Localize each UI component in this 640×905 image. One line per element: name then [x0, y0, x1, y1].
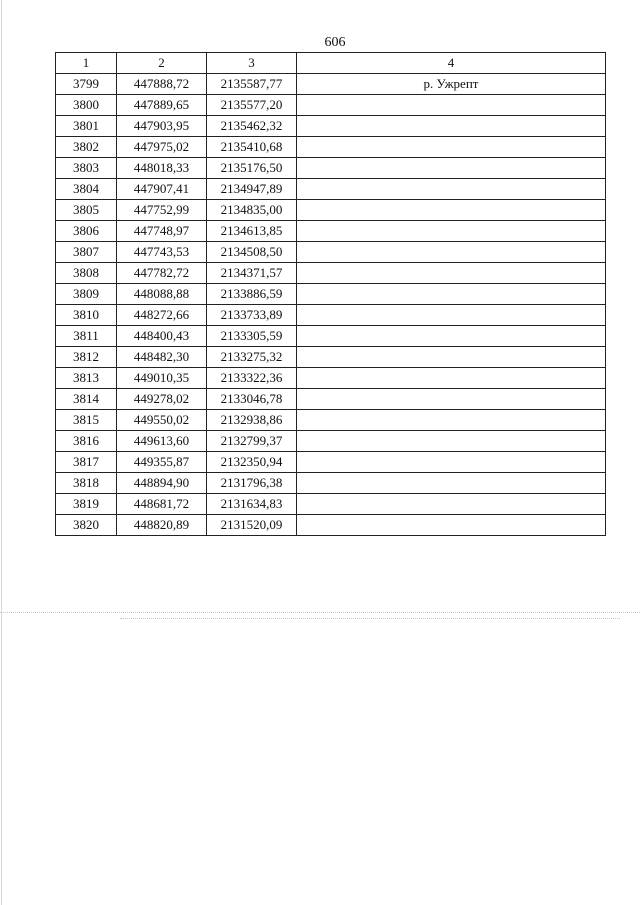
table-cell: 2131520,09 — [207, 515, 297, 536]
table-row — [56, 368, 606, 389]
table-row — [56, 326, 606, 347]
table-cell: 448681,72 — [117, 494, 207, 515]
table-cell: 2134835,00 — [207, 200, 297, 221]
table-cell: 447907,41 — [117, 179, 207, 200]
table-cell: 447752,99 — [117, 200, 207, 221]
table-cell: 2133733,89 — [207, 305, 297, 326]
table-cell — [297, 452, 606, 473]
table-cell: р. Ужрепт — [297, 74, 606, 95]
scan-edge — [1, 0, 2, 905]
table-cell: 447903,95 — [117, 116, 207, 137]
table-cell — [297, 326, 606, 347]
table-cell — [297, 473, 606, 494]
table-cell: 2132938,86 — [207, 410, 297, 431]
table-cell: 448088,88 — [117, 284, 207, 305]
table-cell — [297, 200, 606, 221]
table-cell: 447782,72 — [117, 263, 207, 284]
table-cell: 3813 — [56, 368, 117, 389]
table-row — [56, 494, 606, 515]
table-cell: 2133886,59 — [207, 284, 297, 305]
table-row — [56, 263, 606, 284]
table-row — [56, 284, 606, 305]
table-cell: 3820 — [56, 515, 117, 536]
table-cell: 2135176,50 — [207, 158, 297, 179]
table-row — [56, 74, 606, 95]
table-cell: 3802 — [56, 137, 117, 158]
column-header: 1 — [56, 53, 117, 74]
table-cell: 2135462,32 — [207, 116, 297, 137]
scan-artifact — [0, 612, 640, 614]
scan-artifact — [120, 618, 620, 620]
table-row — [56, 116, 606, 137]
table-row — [56, 410, 606, 431]
table-cell: 2134613,85 — [207, 221, 297, 242]
table-cell: 449355,87 — [117, 452, 207, 473]
table-cell: 2135410,68 — [207, 137, 297, 158]
table-cell: 3819 — [56, 494, 117, 515]
table-cell — [297, 431, 606, 452]
table-cell: 3812 — [56, 347, 117, 368]
table-cell — [297, 116, 606, 137]
table-header-row — [56, 53, 606, 74]
table-row — [56, 221, 606, 242]
table-row — [56, 137, 606, 158]
table-cell: 448894,90 — [117, 473, 207, 494]
table-cell: 3816 — [56, 431, 117, 452]
table-cell: 2133322,36 — [207, 368, 297, 389]
table-cell: 2133305,59 — [207, 326, 297, 347]
table-cell: 2132799,37 — [207, 431, 297, 452]
table-cell — [297, 494, 606, 515]
table-cell: 2132350,94 — [207, 452, 297, 473]
table-cell: 3817 — [56, 452, 117, 473]
table-cell: 448400,43 — [117, 326, 207, 347]
table-cell: 447743,53 — [117, 242, 207, 263]
table-row — [56, 305, 606, 326]
table-cell: 449010,35 — [117, 368, 207, 389]
table-cell — [297, 368, 606, 389]
table-cell — [297, 95, 606, 116]
table-cell — [297, 515, 606, 536]
table-cell: 3807 — [56, 242, 117, 263]
table-cell: 2131796,38 — [207, 473, 297, 494]
table-cell: 2133275,32 — [207, 347, 297, 368]
table-cell: 3810 — [56, 305, 117, 326]
table-cell: 448272,66 — [117, 305, 207, 326]
table-cell — [297, 158, 606, 179]
table-cell: 448820,89 — [117, 515, 207, 536]
table-body — [56, 74, 606, 536]
table-cell: 3805 — [56, 200, 117, 221]
table-cell: 3800 — [56, 95, 117, 116]
table-row — [56, 242, 606, 263]
table-row — [56, 473, 606, 494]
table-cell: 2134371,57 — [207, 263, 297, 284]
table-cell: 449278,02 — [117, 389, 207, 410]
column-header: 2 — [117, 53, 207, 74]
table-cell: 3801 — [56, 116, 117, 137]
table-cell: 449613,60 — [117, 431, 207, 452]
table-cell: 2135577,20 — [207, 95, 297, 116]
table-cell: 3806 — [56, 221, 117, 242]
table-cell: 448018,33 — [117, 158, 207, 179]
table-row — [56, 158, 606, 179]
table-row — [56, 95, 606, 116]
table-cell: 447888,72 — [117, 74, 207, 95]
table-cell: 3809 — [56, 284, 117, 305]
table-cell — [297, 347, 606, 368]
table-cell: 2131634,83 — [207, 494, 297, 515]
table-cell — [297, 179, 606, 200]
table-cell: 2134947,89 — [207, 179, 297, 200]
table-row — [56, 452, 606, 473]
table-cell — [297, 221, 606, 242]
table-cell: 2135587,77 — [207, 74, 297, 95]
table-row — [56, 200, 606, 221]
column-header: 3 — [207, 53, 297, 74]
table-cell: 447975,02 — [117, 137, 207, 158]
table-cell: 3804 — [56, 179, 117, 200]
table-row — [56, 347, 606, 368]
table-cell: 449550,02 — [117, 410, 207, 431]
table-cell — [297, 389, 606, 410]
column-header: 4 — [297, 53, 606, 74]
table-cell: 3815 — [56, 410, 117, 431]
table-cell: 3803 — [56, 158, 117, 179]
table-cell: 2133046,78 — [207, 389, 297, 410]
table-cell: 3814 — [56, 389, 117, 410]
table-row — [56, 431, 606, 452]
table-cell: 447889,65 — [117, 95, 207, 116]
table-row — [56, 389, 606, 410]
table-cell — [297, 284, 606, 305]
page-number: 606 — [324, 35, 346, 50]
table-cell: 447748,97 — [117, 221, 207, 242]
table-cell: 3818 — [56, 473, 117, 494]
table-row — [56, 515, 606, 536]
table-cell — [297, 410, 606, 431]
table-cell: 3808 — [56, 263, 117, 284]
table-cell — [297, 305, 606, 326]
table-row — [56, 179, 606, 200]
table-cell — [297, 263, 606, 284]
table-cell: 3811 — [56, 326, 117, 347]
coordinates-table — [55, 52, 606, 536]
table-cell — [297, 242, 606, 263]
table-cell: 2134508,50 — [207, 242, 297, 263]
table-cell: 448482,30 — [117, 347, 207, 368]
table-cell: 3799 — [56, 74, 117, 95]
table-cell — [297, 137, 606, 158]
